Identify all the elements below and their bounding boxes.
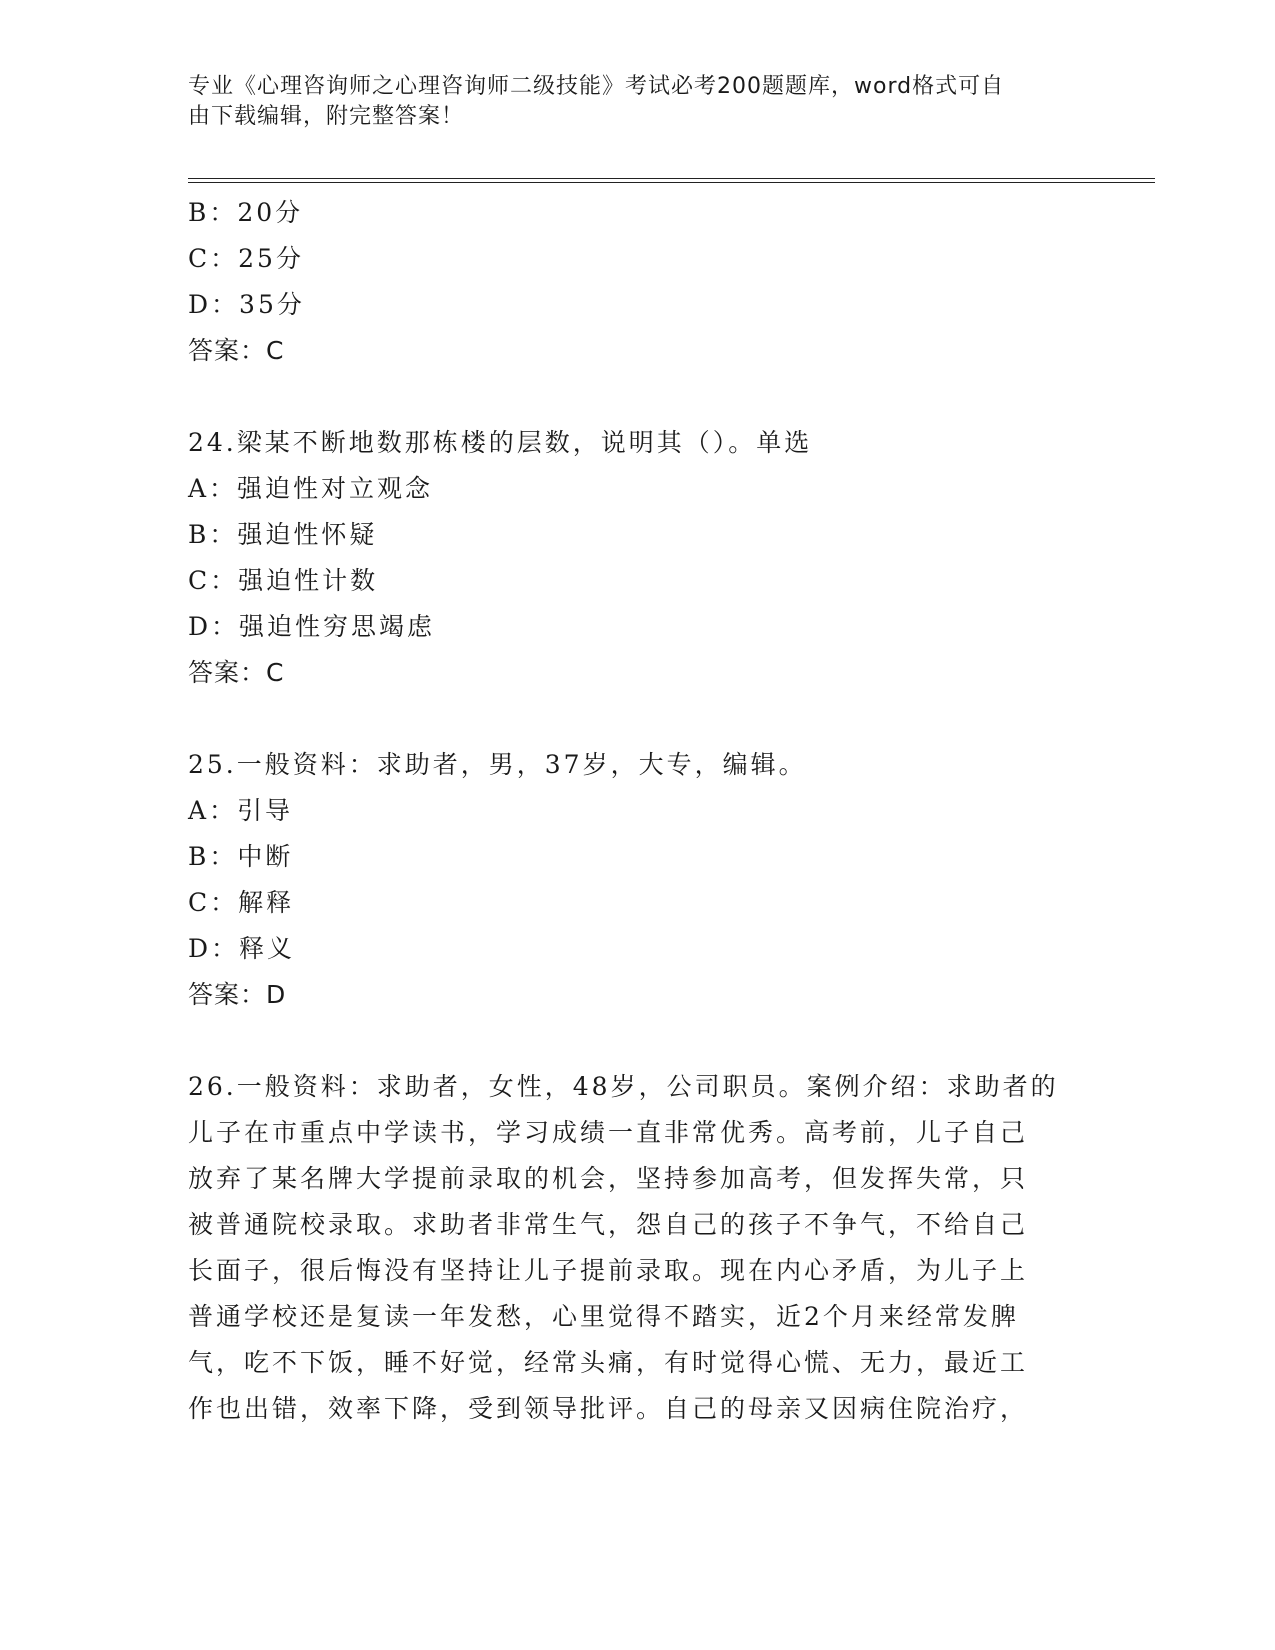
option-b: B：强迫性怀疑: [188, 520, 378, 549]
question-25: [188, 742, 1088, 1018]
option-b: B：20分: [188, 198, 304, 227]
question-stem-line: 放弃了某名牌大学提前录取的机会，坚持参加高考，但发挥失常，只: [188, 1164, 1029, 1193]
question-stem-line: 气，吃不下饭，睡不好觉，经常头痛，有时觉得心慌、无力，最近工: [188, 1348, 1029, 1377]
question-stem-line: 26.一般资料：求助者，女性，48岁，公司职员。案例介绍：求助者的: [188, 1072, 1059, 1101]
option-c: C：解释: [188, 888, 295, 917]
answer: 答案：D: [188, 980, 287, 1009]
option-d: D：释义: [188, 934, 296, 963]
document-body: [188, 190, 1088, 1432]
header-line-2: 由下载编辑，附完整答案！: [188, 104, 465, 129]
header-divider-bottom: [188, 182, 1155, 183]
header-line-1: 专业《心理咨询师之心理咨询师二级技能》考试必考200题题库，word格式可自: [188, 74, 1005, 99]
question-stem-line: 被普通院校录取。求助者非常生气，怨自己的孩子不争气，不给自己: [188, 1210, 1029, 1239]
answer: 答案：C: [188, 658, 285, 687]
header-divider-top: [188, 178, 1155, 179]
option-c: C：强迫性计数: [188, 566, 379, 595]
option-a: A：强迫性对立观念: [188, 474, 434, 503]
option-c: C：25分: [188, 244, 304, 273]
spacer: [188, 1018, 1088, 1064]
answer: 答案：C: [188, 336, 285, 365]
option-a: A：引导: [188, 796, 294, 825]
document-header: [188, 72, 1078, 132]
question-stem: 25.一般资料：求助者，男，37岁，大专，编辑。: [188, 750, 807, 779]
question-stem-line: 普通学校还是复读一年发愁，心里觉得不踏实，近2个月来经常发脾: [188, 1302, 1019, 1331]
option-d: D：强迫性穷思竭虑: [188, 612, 436, 641]
question-stem: 24.梁某不断地数那栋楼的层数，说明其（）。单选: [188, 428, 813, 457]
question-stem-line: 作也出错，效率下降，受到领导批评。自己的母亲又因病住院治疗，: [188, 1394, 1029, 1423]
option-d: D：35分: [188, 290, 305, 319]
option-b: B：中断: [188, 842, 294, 871]
question-stem-line: 长面子，很后悔没有坚持让儿子提前录取。现在内心矛盾，为儿子上: [188, 1256, 1029, 1285]
spacer: [188, 696, 1088, 742]
question-23: [188, 190, 1088, 374]
question-26: [188, 1064, 1088, 1432]
spacer: [188, 374, 1088, 420]
question-stem-line: 儿子在市重点中学读书，学习成绩一直非常优秀。高考前，儿子自己: [188, 1118, 1029, 1147]
question-24: [188, 420, 1088, 696]
